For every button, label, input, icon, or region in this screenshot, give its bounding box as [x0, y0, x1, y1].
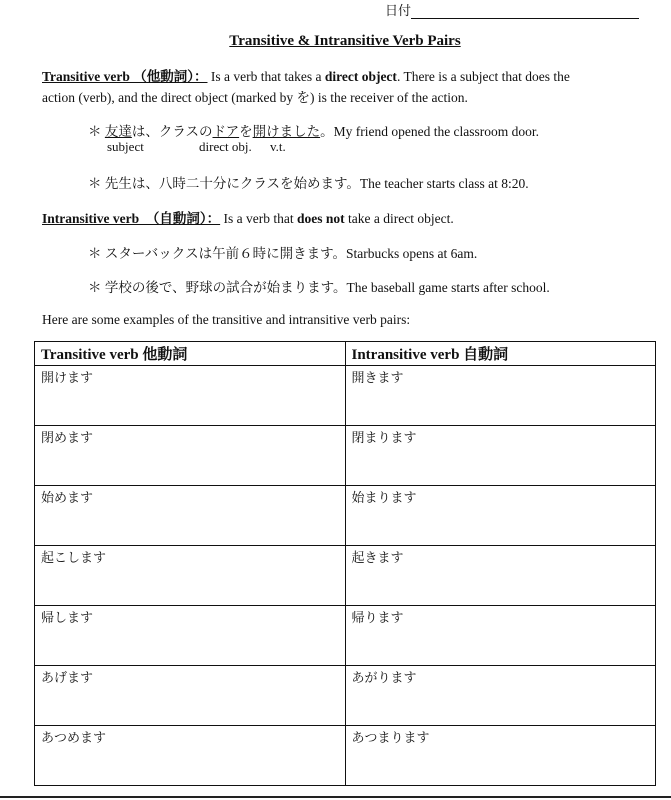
- transitive-text-2: . There is a subject that does the: [396, 69, 570, 84]
- transitive-cell: 起こします: [35, 546, 346, 606]
- transitive-cell: 開けます: [35, 366, 346, 426]
- transitive-cell: 閉めます: [35, 426, 346, 486]
- intransitive-example-1: [88, 242, 477, 262]
- bullet-star: ＊: [88, 280, 102, 295]
- intransitive-cell: 閉まります: [345, 426, 656, 486]
- table-row: [35, 426, 656, 486]
- example-translation: 。My friend opened the classroom door.: [320, 124, 540, 139]
- column-header-intransitive: Intransitive verb 自動詞: [345, 342, 656, 366]
- intransitive-text-2: take a direct object.: [344, 211, 454, 226]
- transitive-definition: [42, 66, 570, 108]
- example-text: 学校の後で、野球の試合が始まります。The baseball game starts after school.: [104, 280, 550, 295]
- table-row: [35, 666, 656, 726]
- transitive-example-1: [88, 120, 539, 140]
- bullet-star: ＊: [88, 124, 102, 139]
- direct-object-term: direct object: [324, 69, 397, 84]
- example-object: ドア: [212, 124, 240, 139]
- intransitive-label: Intransitive verb （自動詞）：: [42, 211, 221, 226]
- intransitive-cell: あがります: [345, 666, 656, 726]
- example-text: スターバックスは午前６時に開きます。Starbucks opens at 6am.: [104, 246, 478, 261]
- verb-pairs-table: [34, 341, 656, 786]
- tag-verb: v.t.: [270, 139, 286, 154]
- transitive-cell: あげます: [35, 666, 346, 726]
- example-text: は、クラスの: [131, 124, 213, 139]
- transitive-text-3: action (verb), and the direct object (marked by を) is the receiver of the action.: [42, 90, 468, 105]
- example-verb: 開けました: [252, 124, 321, 139]
- date-field: [385, 0, 639, 19]
- intransitive-cell: 始まります: [345, 486, 656, 546]
- transitive-label: Transitive verb （他動詞）：: [42, 69, 208, 84]
- intransitive-cell: 開きます: [345, 366, 656, 426]
- intransitive-example-2: [88, 276, 550, 296]
- table-row: [35, 366, 656, 426]
- does-not-term: does not: [296, 211, 345, 226]
- example-text: 先生は、八時二十分にクラスを始めます。The teacher starts class at 8:20.: [104, 176, 529, 191]
- date-blank-line: [411, 7, 639, 19]
- column-header-transitive: Transitive verb 他動詞: [35, 342, 346, 366]
- transitive-cell: 始めます: [35, 486, 346, 546]
- table-row: [35, 546, 656, 606]
- page-title: Transitive & Intransitive Verb Pairs: [229, 33, 461, 49]
- transitive-text-1: Is a verb that takes a: [207, 69, 325, 84]
- intransitive-cell: 帰ります: [345, 606, 656, 666]
- intransitive-definition: [42, 207, 454, 227]
- date-label: 日付: [385, 3, 412, 18]
- intransitive-cell: 起きます: [345, 546, 656, 606]
- transitive-cell: あつめます: [35, 726, 346, 786]
- table-header-row: [35, 342, 656, 366]
- transitive-cell: 帰します: [35, 606, 346, 666]
- table-row: [35, 726, 656, 786]
- example-subject: 友達: [104, 124, 132, 139]
- transitive-example-2: [88, 172, 529, 192]
- intransitive-cell: あつまります: [345, 726, 656, 786]
- table-row: [35, 606, 656, 666]
- bullet-star: ＊: [88, 176, 102, 191]
- intransitive-text-1: Is a verb that: [220, 211, 297, 226]
- table-intro: Here are some examples of the transitive and intransitive verb pairs:: [42, 312, 411, 327]
- bullet-star: ＊: [88, 246, 102, 261]
- table-row: [35, 486, 656, 546]
- tag-direct-object: direct obj.: [199, 139, 252, 154]
- page-bottom-rule: [0, 796, 671, 798]
- example-particle: を: [239, 124, 253, 139]
- tag-subject: subject: [107, 139, 144, 154]
